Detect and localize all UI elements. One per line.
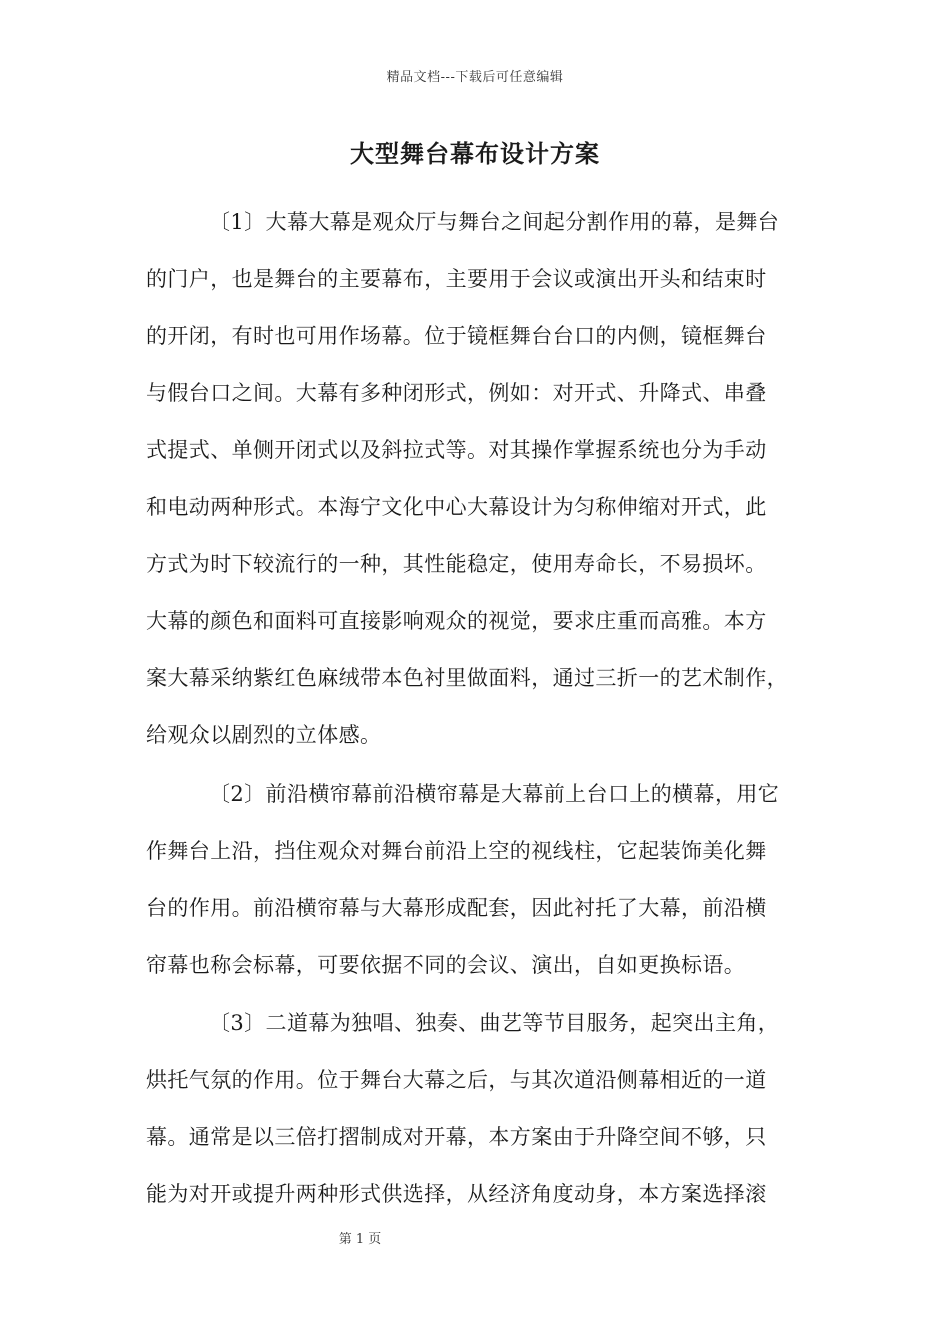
paragraph-line: 和电动两种形式。本海宁文化中心大幕设计为匀称伸缩对开式，此	[146, 495, 767, 519]
document-title: 大型舞台幕布设计方案	[350, 139, 600, 168]
paragraph-line: 式提式、单侧开闭式以及斜拉式等。对其操作掌握系统也分为手动	[146, 438, 767, 462]
paragraph-line: 〔3〕二道幕为独唱、独奏、曲艺等节目服务，起突出主角，	[209, 1011, 780, 1035]
paragraph-line: 〔1〕大幕大幕是观众厅与舞台之间起分割作用的幕，是舞台	[209, 210, 780, 234]
paragraph-line: 烘托气氛的作用。位于舞台大幕之后，与其次道沿侧幕相近的一道	[146, 1068, 767, 1092]
paragraph-line: 幕。通常是以三倍打摺制成对开幕，本方案由于升降空间不够，只	[146, 1125, 767, 1149]
paragraph-line: 方式为时下较流行的一种，其性能稳定，使用寿命长，不易损坏。	[146, 552, 767, 576]
page-header: 精品文档---下载后可任意编辑	[386, 70, 564, 85]
paragraph-line: 帘幕也称会标幕，可要依据不同的会议、演出，自如更换标语。	[146, 953, 746, 977]
paragraph-line: 给观众以剧烈的立体感。	[146, 723, 382, 747]
paragraph-line: 与假台口之间。大幕有多种闭形式，例如：对开式、升降式、串叠	[146, 381, 767, 405]
paragraph-line: 案大幕采纳紫红色麻绒带本色衬里做面料，通过三折一的艺术制作，	[146, 666, 788, 690]
page-number: 第 1 页	[338, 1232, 382, 1247]
paragraph-line: 大幕的颜色和面料可直接影响观众的视觉，要求庄重而高雅。本方	[146, 609, 767, 633]
paragraph-line: 的开闭，有时也可用作场幕。位于镜框舞台台口的内侧，镜框舞台	[146, 324, 767, 348]
paragraph-line: 〔2〕前沿横帘幕前沿横帘幕是大幕前上台口上的横幕，用它	[209, 782, 780, 806]
paragraph-line: 作舞台上沿，挡住观众对舞台前沿上空的视线柱，它起装饰美化舞	[146, 839, 767, 863]
paragraph-line: 台的作用。前沿横帘幕与大幕形成配套，因此衬托了大幕，前沿横	[146, 896, 767, 920]
paragraph-line: 的门户，也是舞台的主要幕布，主要用于会议或演出开头和结束时	[146, 267, 767, 291]
paragraph-line: 能为对开或提升两种形式供选择，从经济角度动身，本方案选择滚	[146, 1182, 767, 1206]
